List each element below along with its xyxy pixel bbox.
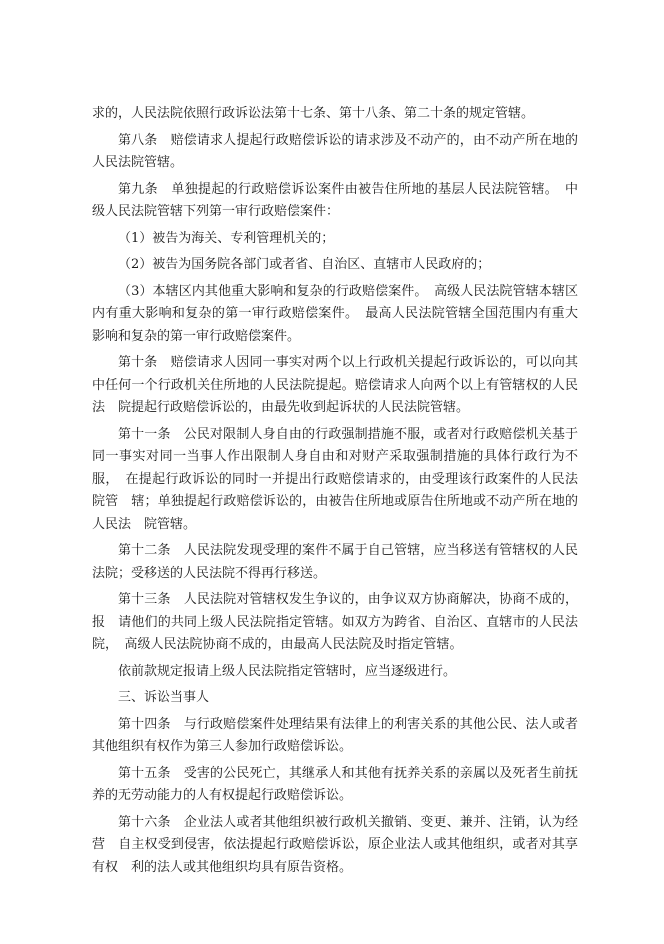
- paragraph-article-14: 第十四条 与行政赔偿案件处理结果有法律上的利害关系的其他公民、法人或者其他组织有权作为第三人参加行政赔偿诉讼。: [92, 716, 578, 754]
- list-item-3: （3）本辖区内其他重大影响和复杂的行政赔偿案件。 高级人民法院管辖本辖区内有重大影响和复杂的第一审行政赔偿案件。 最高人民法院管辖全国范围内有重大影响和复杂的第一审行政赔偿案件。: [92, 283, 578, 344]
- paragraph-article-11: 第十一条 公民对限制人身自由的行政强制措施不服，或者对行政赔偿机关基于同一事实对同一当事人作出限制人身自由和对财产采取强制措施的具体行政行为不服， 在提起行政诉讼的同时一并提出行政赔偿请求的，由受理该行政案件的人民法院管 辖；单独提起行政赔偿诉讼的，由被告住所地或原告住所地或不动产所在地的人民法 院管辖。: [92, 426, 578, 532]
- paragraph-article-16: 第十六条 企业法人或者其他组织被行政机关撤销、变更、兼并、注销，认为经营 自主权受到侵害，依法提起行政赔偿诉讼，原企业法人或其他组织，或者对其享有权 利的法人或其他组织均具有原告资格。: [92, 814, 578, 875]
- paragraph-article-13: 第十三条 人民法院对管辖权发生争议的，由争议双方协商解决，协商不成的，报 请他们的共同上级人民法院指定管辖。如双方为跨省、自治区、直辖市的人民法院， 高级人民法院协商不成的，由最高人民法院及时指定管辖。: [92, 592, 578, 652]
- paragraph-article-9: 第九条 单独提起的行政赔偿诉讼案件由被告住所地的基层人民法院管辖。 中级人民法院管辖下列第一审行政赔偿案件：: [92, 181, 578, 219]
- paragraph-article-15: 第十五条 受害的公民死亡，其继承人和其他有抚养关系的亲属以及死者生前抚养的无劳动能力的人有权提起行政赔偿诉讼。: [92, 765, 578, 803]
- document-body: [92, 103, 578, 883]
- paragraph-article-13-note: 依前款规定报请上级人民法院指定管辖时，应当逐级进行。: [118, 663, 457, 679]
- list-item-1: （1）被告为海关、专利管理机关的；: [118, 230, 335, 246]
- section-heading-parties: 三、诉讼当事人: [118, 690, 210, 705]
- paragraph-continuation: 求的，人民法院依照行政诉讼法第十七条、第十八条、第二十条的规定管辖。: [92, 106, 535, 121]
- paragraph-article-10: 第十条 赔偿请求人因同一事实对两个以上行政机关提起行政诉讼的，可以向其中任何一个行政机关住所地的人民法院提起。赔偿请求人向两个以上有管辖权的人民法 院提起行政赔偿诉讼的，由最先收到起诉状的人民法院管辖。: [92, 355, 578, 415]
- paragraph-article-8: 第八条 赔偿请求人提起行政赔偿诉讼的请求涉及不动产的，由不动产所在地的人民法院管辖。: [92, 132, 578, 170]
- list-item-2: （2）被告为国务院各部门或者省、自治区、直辖市人民政府的；: [118, 257, 491, 272]
- paragraph-article-12: 第十二条 人民法院发现受理的案件不属于自己管辖，应当移送有管辖权的人民法院；受移送的人民法院不得再行移送。: [92, 543, 578, 581]
